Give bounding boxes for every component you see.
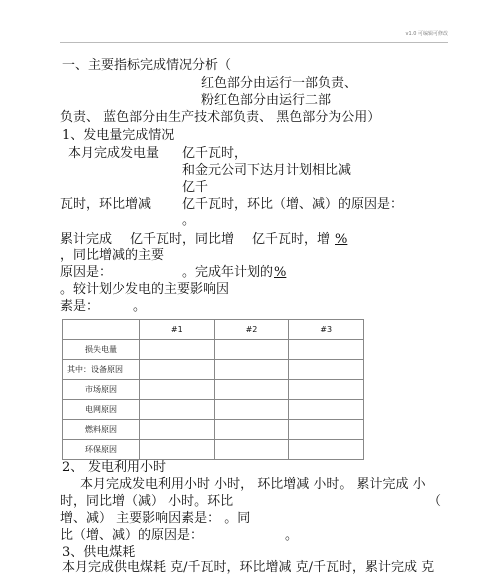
- coal-cut-line: 本月完成供电煤耗 克/千瓦时，环比增减 克/千瓦时，累计完成 克: [62, 560, 435, 575]
- row-label: 电网原因: [63, 400, 140, 420]
- month-label: 本月完成发电量: [68, 146, 160, 161]
- utilization-line-2: 时，同比增（减） 小时。环比: [60, 494, 234, 509]
- table-row: [63, 440, 364, 460]
- table-row: [63, 380, 364, 400]
- factor-is: 素是：: [60, 299, 100, 314]
- row-label: 燃料原因: [63, 420, 140, 440]
- section-heading: 一、主要指标完成情况分析（: [62, 58, 232, 73]
- header-rule: [60, 42, 448, 43]
- cum-unit: 亿千瓦时，同比增: [130, 232, 235, 247]
- table-cell: [289, 400, 364, 420]
- table-cell: [289, 420, 364, 440]
- utilization-paren: （: [428, 494, 442, 509]
- percent-1: %: [335, 232, 348, 247]
- table-cell: [140, 380, 215, 400]
- reason-is: 原因是：: [60, 265, 113, 280]
- utilization-line-4: 比（增、减）的原因是：: [60, 528, 204, 543]
- utilization-line-1: 本月完成发电利用小时 小时， 环比增减 小时。 累计完成 小: [80, 477, 426, 492]
- table-cell: [140, 440, 215, 460]
- table-cell: [214, 440, 289, 460]
- less-gen: 。较计划少发电的主要影响因: [60, 282, 230, 297]
- period-2: 。: [133, 299, 147, 314]
- month-unit: 亿千瓦时，: [182, 146, 248, 161]
- table-header-cell: #1: [140, 320, 215, 340]
- yoy-reason: 亿千瓦时，环比（增、减）的原因是：: [182, 197, 404, 212]
- table-header-cell: #3: [289, 320, 364, 340]
- table-row: [63, 400, 364, 420]
- yiqian: 亿千: [182, 180, 209, 195]
- table-cell: [289, 340, 364, 360]
- loss-table: [62, 319, 364, 460]
- plan-pct: 。完成年计划的: [182, 265, 274, 280]
- table-cell: [214, 340, 289, 360]
- table-header-cell: [63, 320, 140, 340]
- table-cell: [214, 420, 289, 440]
- table-cell: [140, 400, 215, 420]
- table-cell: [140, 420, 215, 440]
- cut-line-container: [0, 560, 500, 575]
- table-cell: [214, 400, 289, 420]
- table-cell: [289, 360, 364, 380]
- row-label: 环保原因: [63, 440, 140, 460]
- coal-heading: 3、供电煤耗: [62, 545, 136, 560]
- table-cell: [214, 360, 289, 380]
- cum-label: 累计完成: [60, 232, 113, 247]
- table-header-cell: #2: [214, 320, 289, 340]
- utilization-period: 。: [285, 528, 299, 543]
- table-row: [63, 360, 364, 380]
- cum-unit-2: 亿千瓦时，增: [252, 232, 331, 247]
- plan-compare: 和金元公司下达月计划相比减: [182, 163, 352, 178]
- generation-heading: 1、发电量完成情况: [62, 128, 175, 143]
- resp-line-2: 粉红色部分由运行二部: [201, 93, 332, 108]
- period-1: 。: [182, 213, 196, 228]
- table-cell: [140, 340, 215, 360]
- yoy-main: ，同比增减的主要: [60, 248, 165, 263]
- table-cell: [214, 380, 289, 400]
- wah-yoy: 瓦时，环比增减: [60, 197, 152, 212]
- resp-line-3: 负责、 蓝色部分由生产技术部负责、 黑色部分为公用）: [60, 110, 381, 125]
- utilization-number: 2、: [62, 460, 84, 475]
- table-row: [63, 340, 364, 360]
- table-cell: [289, 380, 364, 400]
- table-header-row: [63, 320, 364, 340]
- resp-line-1: 红色部分由运行一部负责、: [201, 76, 358, 91]
- row-label: 损失电量: [63, 340, 140, 360]
- row-label: 其中：设备原因: [63, 360, 140, 380]
- percent-2: %: [274, 265, 287, 280]
- header-note: v1.0 可编辑可修改: [405, 31, 448, 37]
- utilization-heading: 发电利用小时: [88, 460, 167, 475]
- row-label: 市场原因: [63, 380, 140, 400]
- table-cell: [289, 440, 364, 460]
- table-cell: [140, 360, 215, 380]
- utilization-line-3: 增、减） 主要影响因素是： 。同: [60, 511, 251, 526]
- table-row: [63, 420, 364, 440]
